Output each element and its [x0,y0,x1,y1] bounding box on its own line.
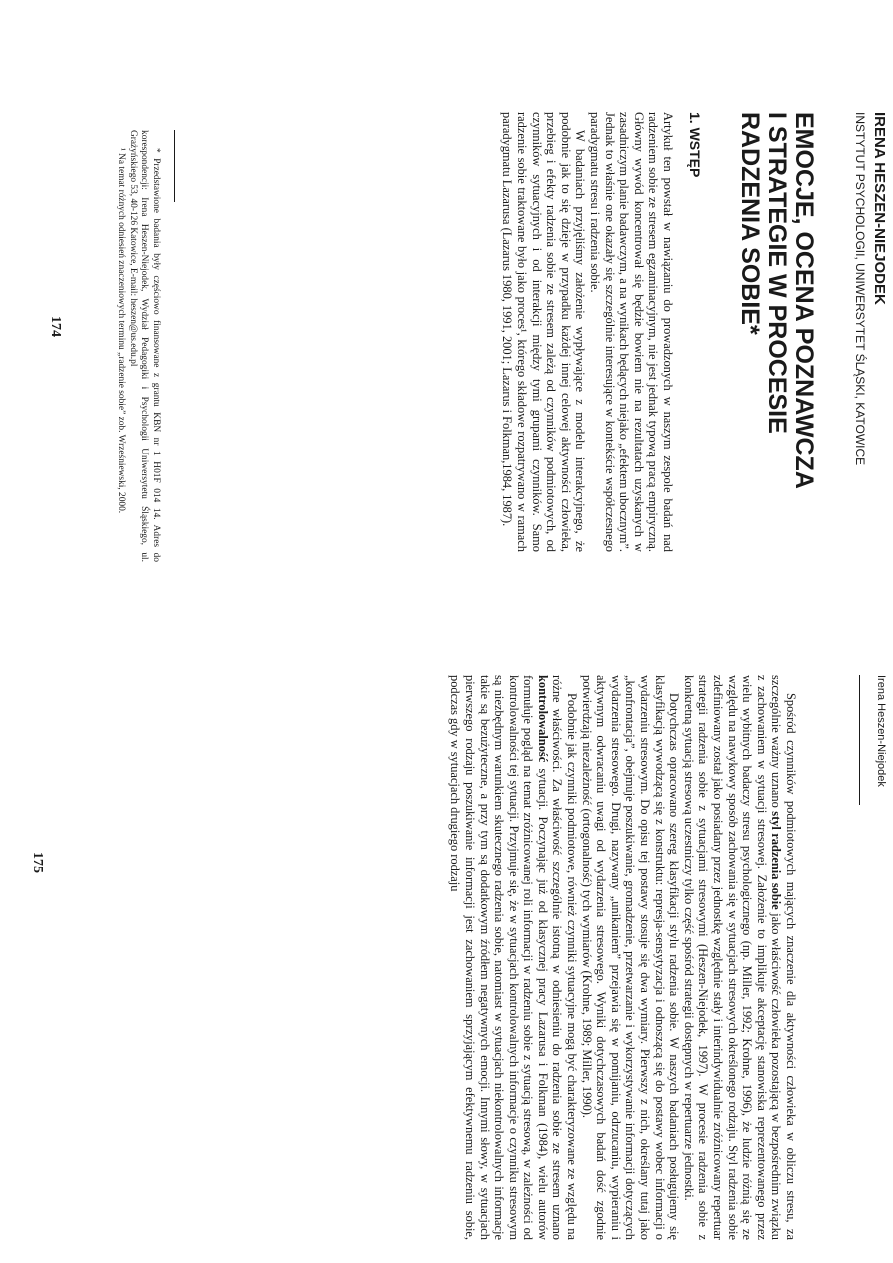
footnote: ¹ Na temat różnych odniesień znaczeniowych terminu „radzenie sobie” zob. Wrześniewski, 2000. [116,148,127,514]
paragraph: Dotychczas opracowano szereg klasyfikacji stylu radzenia sobie. W naszych badaniach posługujemy się klasyfikacją wywodzącą się z konstruktu: represja-sensytyzacja i odnoszącą się do postawy wobec informacji o wydarzeniu stresowym. Do opisu tej postawy stosuje się dwa wymiary. Pierwszy z nich, określany tutaj jako „konfrontacja”, obejmuje poszukiwanie, gromadzenie, przetwarzanie i wykorzystywanie informacji dotyczących wydarzenia stresowego. Drugi, nazywany „unikaniem” przejawia się w pomijaniu, odrzucaniu, wypieraniu i aktywnym odwracaniu uwagi od wydarzenia stresowego. Wyniki dotychczasowych badań dość zgodnie potwierdzają niezależność (ortogonalność) tych wymiarów (Krohne, 1989; Miller, 1990). [579,675,682,1240]
paragraph: Spośród czynników podmiotowych mających znaczenie dla aktywności człowieka w obliczu stresu, za szczególnie ważny uznano styl radzenia sobie jako właściwość człowieka pozostającą w bezpośrednim związku z zachowaniem w sytuacji stresowej. Założenie to implikuje akceptację stanowiska reprezentowanego przez wielu wybitnych badaczy stresu psychologicznego (np. Miller, 1992; Krohne, 1996), że ludzie różnią się ze względu na nawykowy sposób zachowania się w sytuacjach stresowych określonego rodzaju. Styl radzenia sobie zdefiniowany został jako posiadany przez jednostkę względnie stały i interindywidualnie zróżnicowany repertuar strategii radzenia sobie z sytuacjami stresowymi (Heszen-Niejodek, 1997). W procesie radzenia sobie z konkretną sytuacją stresową uczestniczy tylko część spośród strategii dostępnych w repertuarze jednostki. [681,675,798,1241]
footnote-rule [174,130,175,202]
author-affiliation: INSTYTUT PSYCHOLOGII, UNIWERSYTET ŚLĄSKI, KATOWICE [853,112,867,466]
title-line: EMOCJE, OCENA POZNAWCZA [790,112,818,489]
body-text [448,675,798,1240]
intro-text [500,112,675,552]
title-line: RADZENIA SOBIE* [736,112,764,335]
page-number: 175 [30,852,45,873]
page-174 [0,0,893,600]
bold-term: kontrolowalność [535,675,550,763]
footnote: * Przedstawione badania były częściowo finansowane z grantu KBN nr 1 H01F 014 14. Adres do korespondencji: Irena Heszen-Niejodek, Wydział Pedagogiki i Psychologii Uniwersytetu Śląskiego, ul. Grażyńskiego 53, 40-126 Katowice, E-mail: heszen@us.edu.pl [127,130,161,562]
footnotes [115,130,161,562]
paragraph: W badaniach przyjęliśmy założenie wypływające z modelu interakcyjnego, że podobnie jak to się dzieje w przypadku każdej innej celowej aktywności człowieka, przebieg i efekty radzenia sobie ze stresem zależą od czynników podmiotowych, od czynników sytuacyjnych i od interakcji między tymi grupami czynników. Samo radzenie sobie traktowane było jako proces¹, którego składowe rozpatrywano w ramach paradygmatu Lazarusa (Lazarus 1980, 1991, 2001; Lazarus i Folkman,1984, 1987). [500,112,588,552]
running-header: Irena Heszen-Niejodek [875,675,887,787]
article-title [736,112,817,489]
page-number: 174 [48,316,63,337]
author-name: IRENA HESZEN-NIEJODEK [871,112,888,305]
title-line: I STRATEGIE W PROCESIE [763,112,791,434]
paragraph: Artykuł ten powstał w nawiązaniu do prowadzonych w naszym zespole badań nad radzeniem sobie ze stresem egzaminacyjnym, nie jest jednak typową pracą empiryczną. Główny wywód koncentrował się będzie bowiem nie na rezultatach uzyskanych w zasadniczym planie badawczym, a na wynikach będących niejako „efektem ubocznym”. Jednak to właśnie one okazały się szczególnie interesujące w kontekście współczesnego paradygmatu stresu i radzenia sobie. [588,112,675,552]
page-175 [0,620,893,1263]
header-rule [859,675,860,805]
bold-term: styl radzenia sobie [769,811,784,910]
paragraph: Podobnie jak czynniki podmiotowe, również czynniki sytuacyjne mogą być charakteryzowane ze względu na różne właściwości. Za właściwość szczególnie istotną w odniesieniu do radzenia sobie ze stresem uznano kontrolowalność sytuacji. Poczynając już od klasycznej pracy Lazarusa i Folkman (1984), wielu autorów formułuje pogląd na temat zróżnicowanej roli informacji w radzeniu sobie z sytuacją stresową, w zależności od kontrolowalności tej sytuacji. Przyjmuje się, że w sytuacjach kontrolowalnych informacje o czynniku stresowym są niezbędnym warunkiem skutecznego radzenia sobie, natomiast w sytuacjach niekontrolowalnych informacje takie są bezużyteczne, a przy tym są dodatkowym źródłem negatywnych emocji. Innymi słowy, w sytuacjach pierwszego rodzaju poszukiwanie informacji jest zachowaniem sprzyjającym efektywnemu radzeniu sobie, podczas gdy w sytuacjach drugiego rodzaju [448,675,580,1240]
section-heading: 1. WSTĘP [687,112,703,178]
